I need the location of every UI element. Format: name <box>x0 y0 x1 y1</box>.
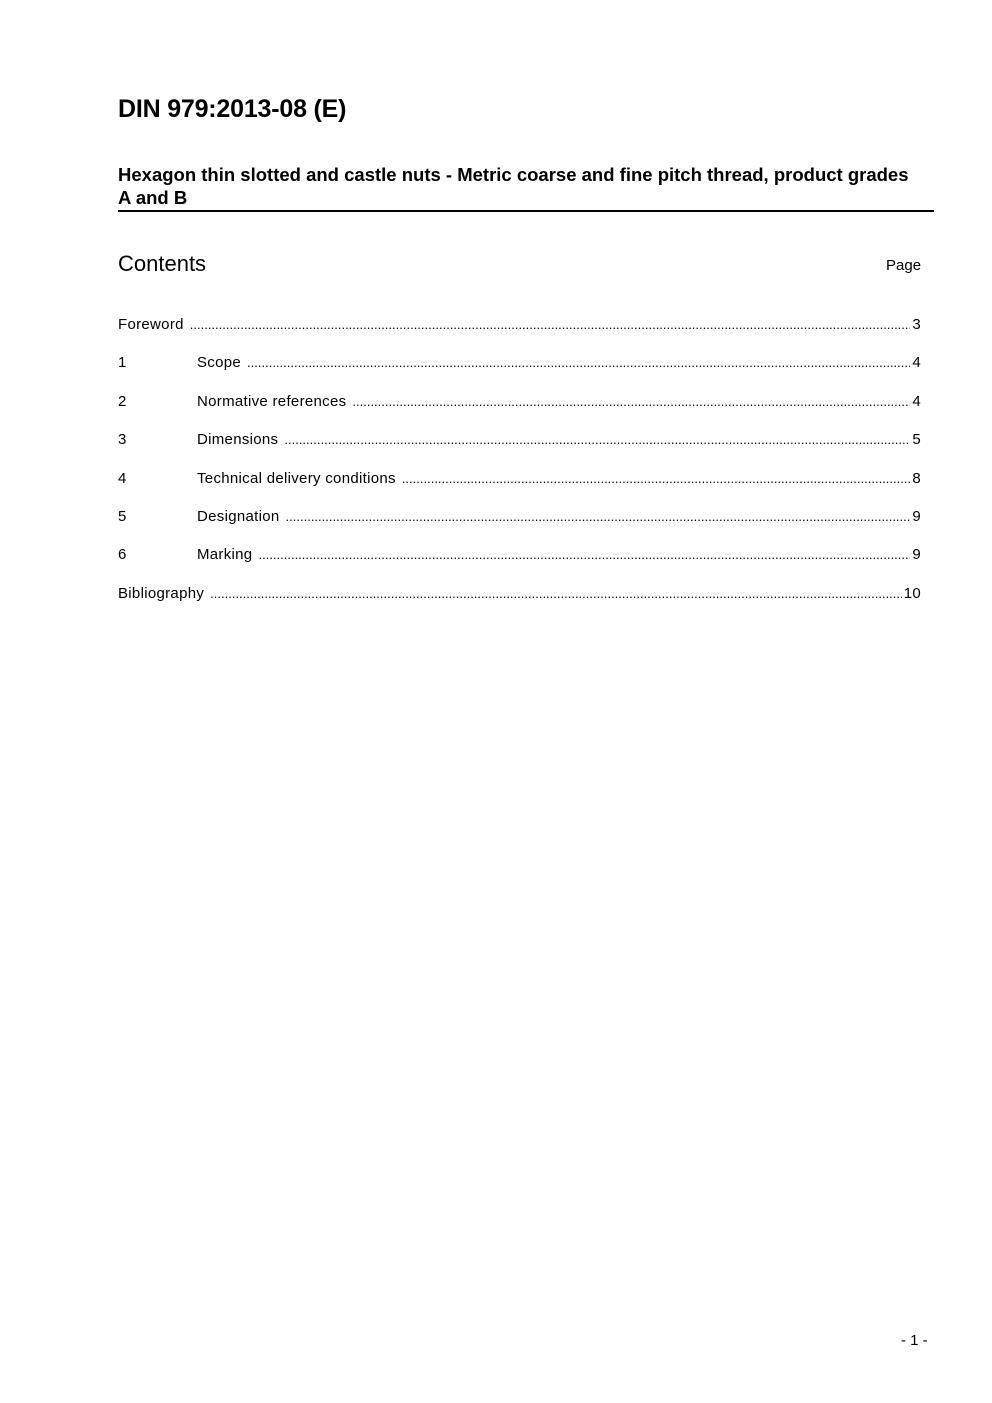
toc-entry-page: 4 <box>912 392 921 410</box>
page-column-heading: Page <box>886 257 922 274</box>
toc-entry-title: Scope <box>197 354 242 372</box>
toc-leader <box>190 314 911 336</box>
title-divider <box>118 210 934 212</box>
contents-heading: Contents <box>118 251 207 276</box>
toc-entry-title: Designation <box>197 507 280 525</box>
toc-entry-dimensions[interactable] <box>118 429 921 467</box>
toc-entry-normative-references[interactable] <box>118 391 921 429</box>
toc-entry-title: Foreword <box>118 316 184 333</box>
toc-leader <box>402 468 911 490</box>
toc-leader <box>258 544 910 566</box>
toc-entry-page: 9 <box>912 507 921 525</box>
toc-entry-page: 9 <box>912 546 921 564</box>
toc-entry-title: Bibliography <box>118 584 205 602</box>
toc-entry-page: 10 <box>903 584 921 602</box>
toc-entry-title: Normative references <box>197 392 347 410</box>
toc-entry-title: Dimensions <box>197 431 279 449</box>
toc-entry-title: Marking <box>197 546 253 564</box>
page-number: - 1 - <box>901 1332 928 1349</box>
toc-entry-title: Technical delivery conditions <box>197 469 396 487</box>
toc-entry-page: 3 <box>912 316 921 333</box>
toc-entry-marking[interactable] <box>118 544 921 582</box>
toc-entry-page: 5 <box>912 431 921 449</box>
toc-entry-number: 6 <box>118 546 127 564</box>
toc-entry-technical-delivery-conditions[interactable] <box>118 468 921 506</box>
toc-entry-number: 1 <box>118 354 127 372</box>
toc-entry-page: 4 <box>912 354 921 372</box>
toc-leader <box>210 583 902 605</box>
toc-entry-scope[interactable] <box>118 352 921 390</box>
toc-leader <box>286 506 911 528</box>
toc-leader <box>247 352 910 374</box>
document-id: DIN 979:2013-08 (E) <box>118 95 347 123</box>
toc-entry-number: 3 <box>118 431 127 449</box>
document-title: Hexagon thin slotted and castle nuts - Metric coarse and fine pitch thread, product grades A and B <box>118 164 909 208</box>
toc-entry-designation[interactable] <box>118 506 921 544</box>
toc-entry-number: 4 <box>118 469 127 487</box>
table-of-contents <box>118 314 921 621</box>
toc-entry-bibliography[interactable] <box>118 583 921 621</box>
toc-entry-page: 8 <box>912 469 921 487</box>
toc-entry-foreword[interactable] <box>118 314 921 352</box>
toc-entry-number: 5 <box>118 507 127 525</box>
toc-leader <box>352 391 910 413</box>
toc-entry-number: 2 <box>118 392 127 410</box>
toc-leader <box>284 429 910 451</box>
